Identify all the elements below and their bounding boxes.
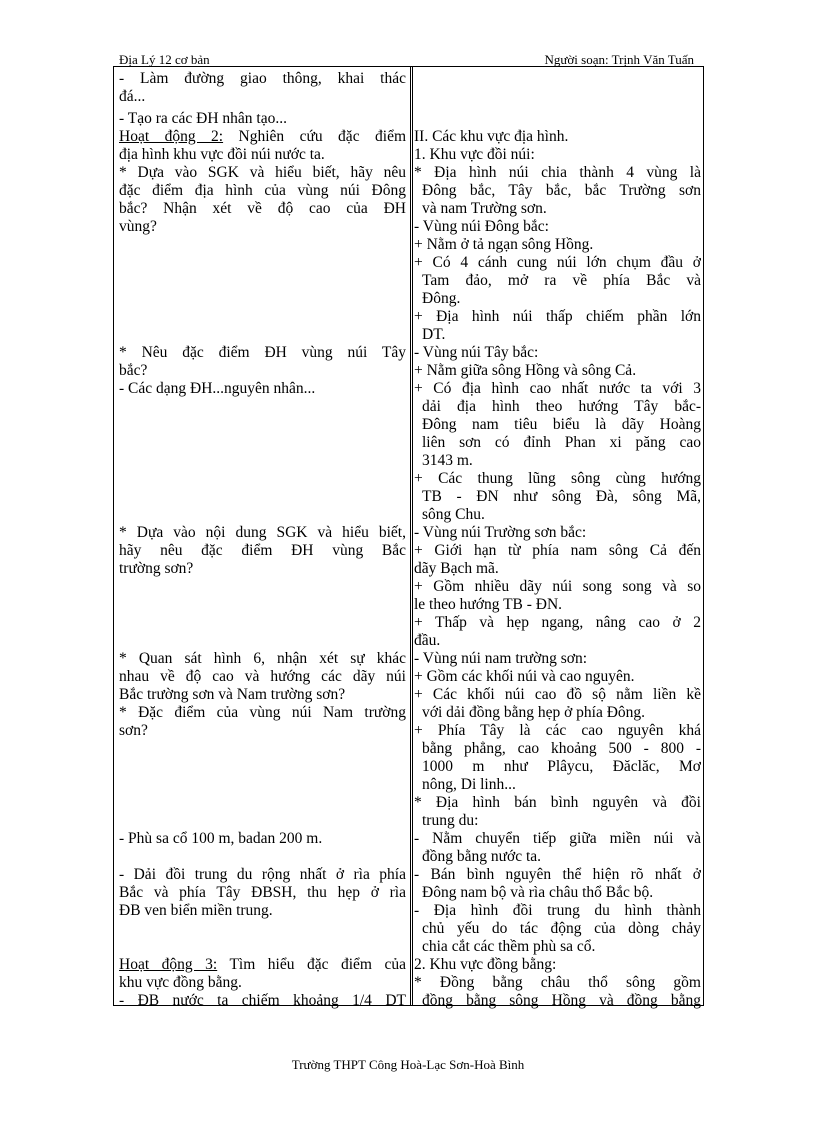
content-line: Đông nam bộ và rìa châu thổ Bắc bộ.: [422, 884, 654, 901]
activity-line: Bắc trường sơn và Nam trường sơn?: [119, 686, 346, 703]
content-line: 1. Khu vực đồi núi:: [414, 146, 535, 163]
content-line: + Địa hình núi thấp chiếm phần lớn: [414, 308, 701, 325]
content-line: + Nằm giữa sông Hồng và sông Cả.: [414, 362, 637, 379]
content-line: 1000 m như Plâycu, Đăclăc, Mơ: [422, 758, 701, 775]
activity-line: ĐB ven biển miền trung.: [119, 902, 273, 919]
content-line: + Thấp và hẹp ngang, nâng cao ở 2: [414, 614, 701, 631]
content-line: + Nằm ở tả ngạn sông Hồng.: [414, 236, 594, 253]
activity-line: * Quan sát hình 6, nhận xét sự khác: [119, 650, 406, 667]
activity-line: - Phù sa cổ 100 m, badan 200 m.: [119, 830, 323, 847]
content-line: + Gồm các khối núi và cao nguyên.: [414, 668, 635, 685]
content-line: - Vùng núi nam trường sơn:: [414, 650, 588, 667]
content-line: với dải đồng bằng hẹp ở phía Đông.: [422, 704, 646, 721]
content-line: II. Các khu vực địa hình.: [414, 128, 569, 145]
activity-line: vùng?: [119, 218, 157, 235]
content-line: đồng bằng nước ta.: [422, 848, 542, 865]
lesson-table: [113, 66, 704, 1009]
content-line: chủ yếu do tác động của dòng chảy: [422, 920, 701, 937]
activity-heading: Hoạt động 2:: [119, 128, 224, 145]
header-subject: Địa Lý 12 cơ bản: [119, 52, 210, 67]
content-line: sông Chu.: [422, 506, 485, 523]
activity-heading-text: Nghiên cứu đặc điểm: [223, 128, 406, 145]
activity-heading: Hoạt động 3:: [119, 956, 218, 973]
footer-school: Trường THPT Công Hoà-Lạc Sơn-Hoà Bình: [291, 1057, 525, 1072]
content-line: Đông.: [422, 290, 461, 307]
content-line: + Gồm nhiều dãy núi song song và so: [414, 578, 701, 595]
content-line: + Giới hạn từ phía nam sông Cả đến: [414, 542, 701, 559]
activity-line: - Tạo ra các ĐH nhân tạo...: [119, 110, 287, 127]
activity-heading-text: Tìm hiểu đặc điểm của: [217, 956, 406, 973]
activity-line: - Các dạng ĐH...nguyên nhân...: [119, 380, 316, 397]
content-line: DT.: [422, 326, 446, 343]
content-line: 2. Khu vực đồng bằng:: [414, 956, 557, 973]
content-line: - Bán bình nguyên thể hiện rõ nhất ở: [414, 866, 701, 883]
content-line: và nam Trường sơn.: [422, 200, 547, 217]
content-line: TB - ĐN như sông Đà, sông Mã,: [422, 488, 701, 505]
content-line: le theo hướng TB - ĐN.: [414, 596, 563, 613]
content-line: + Có 4 cánh cung núi lớn chụm đầu ở: [414, 254, 701, 271]
activity-line: hãy nêu đặc điểm ĐH vùng Bắc: [119, 542, 406, 559]
content-line: nông, Di linh...: [422, 776, 516, 793]
column-divider: [410, 67, 413, 1005]
content-line: dải địa hình theo hướng Tây bắc-: [422, 398, 701, 415]
activity-line: [119, 128, 406, 146]
activity-line: bắc?: [119, 362, 148, 379]
activity-line: * Dựa vào nội dung SGK và hiểu biết,: [119, 524, 406, 541]
content-line: - Vùng núi Đông bắc:: [414, 218, 549, 235]
content-line: liên sơn có đỉnh Phan xi păng cao: [422, 434, 701, 451]
activity-line: [119, 956, 406, 974]
activity-line: sơn?: [119, 722, 148, 739]
content-line: bằng phẳng, cao khoảng 500 - 800 -: [422, 740, 701, 757]
content-line: đầu.: [414, 632, 441, 649]
content-line: + Có địa hình cao nhất nước ta với 3: [414, 380, 701, 397]
content-line: + Phía Tây là các cao nguyên khá: [414, 722, 701, 739]
content-line: 3143 m.: [422, 452, 473, 469]
activity-line: đá...: [119, 88, 146, 105]
activity-line: * Dựa vào SGK và hiểu biết, hãy nêu: [119, 164, 406, 181]
activity-line: trường sơn?: [119, 560, 194, 577]
activity-line: khu vực đồng bằng.: [119, 974, 242, 991]
content-line: Tam đảo, mở ra về phía Bắc và: [422, 272, 701, 289]
content-line: * Đồng bằng châu thổ sông gồm: [414, 974, 701, 991]
content-line: + Các thung lũng sông cùng hướng: [414, 470, 701, 487]
activity-line: bắc? Nhận xét về độ cao của ĐH: [119, 200, 406, 217]
content-line: - Vùng núi Trường sơn bắc:: [414, 524, 587, 541]
activity-line: - Dải đồi trung du rộng nhất ở rìa phía: [119, 866, 406, 883]
activity-line: Bắc và phía Tây ĐBSH, thu hẹp ở rìa: [119, 884, 406, 901]
content-line: chia cắt các thềm phù sa cổ.: [422, 938, 596, 955]
activity-line: * Đặc điểm của vùng núi Nam trường: [119, 704, 406, 721]
activity-line: - Làm đường giao thông, khai thác: [119, 70, 406, 87]
content-line: trung du:: [422, 812, 479, 829]
content-line: Đông bắc, Tây bắc, bắc Trường sơn: [422, 182, 701, 199]
content-line: * Địa hình bán bình nguyên và đồi: [414, 794, 701, 811]
header-author: Người soạn: Trịnh Văn Tuấn: [544, 52, 694, 67]
activity-line: đặc điểm địa hình của vùng núi Đông: [119, 182, 406, 199]
content-line: * Địa hình núi chia thành 4 vùng là: [414, 164, 701, 181]
activity-line: * Nêu đặc điểm ĐH vùng núi Tây: [119, 344, 406, 361]
content-line: - Vùng núi Tây bắc:: [414, 344, 539, 361]
activity-line: nhau về độ cao và hướng các dãy núi: [119, 668, 406, 685]
content-line: đồng bằng sông Hồng và đồng bằng: [422, 992, 701, 1009]
content-line: dãy Bạch mã.: [414, 560, 499, 577]
content-line: Đông nam tiêu biểu là dãy Hoàng: [422, 416, 701, 433]
content-line: - Nằm chuyển tiếp giữa miền núi và: [414, 830, 701, 847]
content-line: - Địa hình đồi trung du hình thành: [414, 902, 701, 919]
activity-line: địa hình khu vực đồi núi nước ta.: [119, 146, 325, 163]
content-line: + Các khối núi cao đồ sộ nằm liền kề: [414, 686, 701, 703]
activity-line: - ĐB nước ta chiếm khoảng 1/4 DT: [119, 992, 406, 1009]
